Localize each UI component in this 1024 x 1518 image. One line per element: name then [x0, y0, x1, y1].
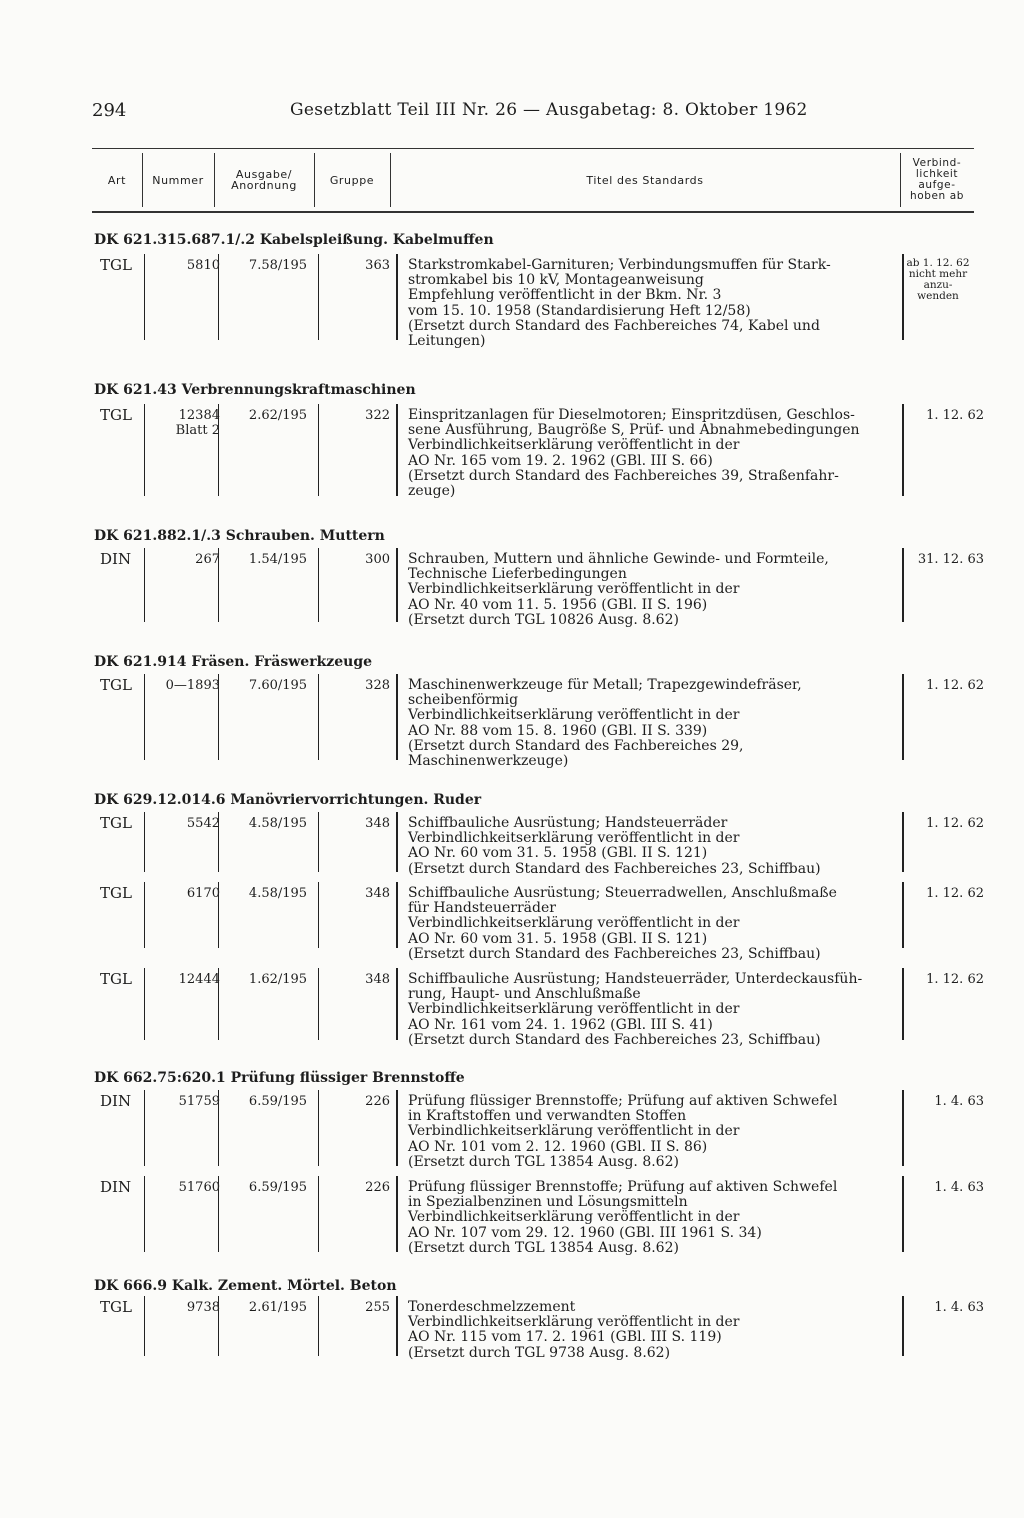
column-rule — [218, 968, 219, 1040]
gruppe-cell: 348 — [365, 972, 390, 987]
section-title: DK 621.882.1/.3 Schrauben. Muttern — [94, 528, 385, 544]
column-rule — [396, 812, 398, 872]
ausgabe-cell: 7.60/195 — [248, 678, 308, 693]
column-rule — [396, 404, 398, 496]
verbindlichkeit-cell: 1. 4. 63 — [934, 1300, 984, 1315]
column-rule — [396, 674, 398, 760]
column-rule — [318, 812, 319, 872]
titel-line: Technische Lieferbedingungen — [408, 566, 627, 583]
titel-line: Maschinenwerkzeuge für Metall; Trapezgewindefräser, — [408, 677, 802, 693]
titel-line: Verbindlichkeitserklärung veröffentlicht in der — [408, 1209, 740, 1226]
column-rule — [144, 674, 145, 760]
column-rule — [902, 1090, 904, 1166]
gruppe-cell: 363 — [365, 258, 390, 273]
column-rule — [396, 548, 398, 622]
titel-line: (Ersetzt durch Standard des Fachbereiches 29, — [408, 737, 744, 754]
nummer-cell: 51759 — [178, 1094, 220, 1109]
art-cell: TGL — [100, 1298, 132, 1316]
titel-line: Verbindlichkeitserklärung veröffentlicht in der — [408, 707, 740, 724]
titel-cell — [408, 552, 888, 628]
column-rule — [144, 1176, 145, 1252]
table-header — [92, 148, 974, 213]
gruppe-cell: 328 — [365, 678, 390, 693]
standard-section — [92, 792, 992, 1048]
column-rule — [218, 1296, 219, 1356]
ausgabe-cell: 7.58/195 — [248, 258, 308, 273]
gruppe-cell: 348 — [365, 886, 390, 901]
titel-line: AO Nr. 161 vom 24. 1. 1962 (GBl. III S. 41) — [408, 1016, 713, 1033]
column-rule — [902, 548, 904, 622]
gruppe-cell: 226 — [365, 1094, 390, 1109]
col-ausgabe: Ausgabe/ Anordnung — [231, 168, 297, 192]
ausgabe-cell: 4.58/195 — [248, 816, 308, 831]
titel-line: scheibenförmig — [408, 692, 519, 709]
verbindlichkeit-cell: 1. 4. 63 — [934, 1094, 984, 1109]
titel-line: Schiffbauliche Ausrüstung; Handsteuerräder — [408, 815, 728, 831]
nummer-cell: 267 — [195, 552, 220, 567]
titel-line: vom 15. 10. 1958 (Standardisierung Heft 12/58) — [408, 302, 751, 319]
ausgabe-cell: 1.62/195 — [248, 972, 308, 987]
ausgabe-cell: 2.61/195 — [248, 1300, 308, 1315]
verbindlichkeit-cell: ab 1. 12. 62 nicht mehr anzu- wenden — [906, 257, 970, 302]
gruppe-cell: 300 — [365, 552, 390, 567]
column-rule — [218, 882, 219, 948]
titel-line: Verbindlichkeitserklärung veröffentlicht in der — [408, 1001, 740, 1018]
column-rule — [144, 254, 145, 340]
titel-line: AO Nr. 60 vom 31. 5. 1958 (GBl. II S. 121) — [408, 930, 708, 947]
titel-line: AO Nr. 107 vom 29. 12. 1960 (GBl. III 1961 S. 34) — [408, 1224, 762, 1241]
titel-line: Empfehlung veröffentlicht in der Bkm. Nr. 3 — [408, 287, 722, 304]
column-rule — [318, 968, 319, 1040]
column-rule — [396, 1176, 398, 1252]
titel-cell — [408, 678, 888, 769]
art-cell: TGL — [100, 406, 132, 424]
column-rule — [218, 1176, 219, 1252]
titel-line: Verbindlichkeitserklärung veröffentlicht in der — [408, 915, 740, 932]
titel-cell — [408, 1094, 888, 1170]
titel-line: Tonerdeschmelzzement — [408, 1299, 576, 1315]
titel-cell — [408, 408, 888, 499]
column-rule — [318, 1090, 319, 1166]
col-nummer: Nummer — [152, 173, 204, 187]
column-rule — [902, 674, 904, 760]
titel-line: Starkstromkabel-Garnituren; Verbindungsmuffen für Stark- — [408, 257, 831, 273]
column-rule — [218, 404, 219, 496]
section-title: DK 666.9 Kalk. Zement. Mörtel. Beton — [94, 1278, 397, 1294]
column-rule — [218, 812, 219, 872]
column-rule — [902, 1296, 904, 1356]
art-cell: TGL — [100, 970, 132, 988]
art-cell: DIN — [100, 1178, 132, 1196]
column-rule — [902, 254, 904, 340]
titel-cell — [408, 258, 888, 349]
art-cell: DIN — [100, 1092, 132, 1110]
column-rule — [218, 548, 219, 622]
titel-line: AO Nr. 165 vom 19. 2. 1962 (GBl. III S. 66) — [408, 452, 713, 469]
column-rule — [144, 968, 145, 1040]
section-title: DK 621.315.687.1/.2 Kabelspleißung. Kabelmuffen — [94, 232, 494, 248]
verbindlichkeit-cell: 1. 12. 62 — [926, 972, 984, 987]
titel-line: Schiffbauliche Ausrüstung; Handsteuerräder, Unterdeckausfüh- — [408, 971, 863, 987]
column-rule — [318, 1296, 319, 1356]
art-cell: DIN — [100, 550, 132, 568]
column-rule — [318, 674, 319, 760]
column-rule — [144, 404, 145, 496]
titel-line: (Ersetzt durch TGL 13854 Ausg. 8.62) — [408, 1153, 679, 1170]
nummer-cell: 9738 — [186, 1300, 220, 1315]
titel-line: rung, Haupt- und Anschlußmaße — [408, 986, 641, 1003]
nummer-cell: 5810 — [186, 258, 220, 273]
page-title: Gesetzblatt Teil III Nr. 26 — Ausgabetag: 8. Oktober 1962 — [290, 100, 808, 120]
col-verbindlichkeit: Verbind- lichkeit aufge- hoben ab — [909, 157, 965, 202]
titel-line: (Ersetzt durch Standard des Fachbereiches 23, Schiffbau) — [408, 945, 821, 962]
nummer-cell: 12444 — [178, 972, 220, 987]
titel-line: AO Nr. 115 vom 17. 2. 1961 (GBl. III S. 119) — [408, 1329, 722, 1346]
page-number: 294 — [92, 100, 127, 121]
nummer-cell: 0—1893 — [165, 678, 220, 693]
verbindlichkeit-cell: 1. 12. 62 — [926, 408, 984, 423]
column-rule — [144, 1090, 145, 1166]
gruppe-cell: 255 — [365, 1300, 390, 1315]
titel-line: AO Nr. 88 vom 15. 8. 1960 (GBl. II S. 339) — [408, 722, 708, 739]
column-rule — [144, 1296, 145, 1356]
section-title: DK 629.12.014.6 Manövriervorrichtungen. Ruder — [94, 792, 482, 808]
titel-line: Leitungen) — [408, 333, 486, 350]
titel-line: Verbindlichkeitserklärung veröffentlicht in der — [408, 581, 740, 598]
titel-cell — [408, 1180, 888, 1256]
titel-line: Verbindlichkeitserklärung veröffentlicht in der — [408, 1314, 740, 1331]
column-rule — [902, 882, 904, 948]
verbindlichkeit-cell: 1. 4. 63 — [934, 1180, 984, 1195]
gruppe-cell: 322 — [365, 408, 390, 423]
column-rule — [318, 404, 319, 496]
titel-line: Schrauben, Muttern und ähnliche Gewinde- und Formteile, — [408, 551, 829, 567]
titel-line: zeuge) — [408, 483, 456, 500]
verbindlichkeit-cell: 1. 12. 62 — [926, 886, 984, 901]
titel-line: Verbindlichkeitserklärung veröffentlicht in der — [408, 830, 740, 847]
column-rule — [318, 1176, 319, 1252]
titel-cell — [408, 886, 888, 962]
ausgabe-cell: 6.59/195 — [248, 1180, 308, 1195]
column-rule — [902, 968, 904, 1040]
titel-line: Schiffbauliche Ausrüstung; Steuerradwellen, Anschlußmaße — [408, 885, 837, 901]
column-rule — [218, 254, 219, 340]
verbindlichkeit-cell: 1. 12. 62 — [926, 678, 984, 693]
column-rule — [218, 1090, 219, 1166]
titel-cell — [408, 972, 888, 1048]
column-rule — [318, 548, 319, 622]
ausgabe-cell: 1.54/195 — [248, 552, 308, 567]
titel-line: AO Nr. 60 vom 31. 5. 1958 (GBl. II S. 121) — [408, 845, 708, 862]
gruppe-cell: 226 — [365, 1180, 390, 1195]
titel-line: AO Nr. 101 vom 2. 12. 1960 (GBl. II S. 86) — [408, 1138, 708, 1155]
titel-cell — [408, 1300, 888, 1361]
gruppe-cell: 348 — [365, 816, 390, 831]
ausgabe-cell: 2.62/195 — [248, 408, 308, 423]
art-cell: TGL — [100, 256, 132, 274]
titel-cell — [408, 816, 888, 877]
titel-line: stromkabel bis 10 kV, Montageanweisung — [408, 272, 704, 289]
col-gruppe: Gruppe — [329, 173, 375, 187]
standard-section — [92, 1070, 992, 1310]
column-rule — [396, 254, 398, 340]
art-cell: TGL — [100, 676, 132, 694]
verbindlichkeit-cell: 31. 12. 63 — [917, 552, 984, 567]
titel-line: für Handsteuerräder — [408, 900, 556, 917]
titel-line: (Ersetzt durch TGL 9738 Ausg. 8.62) — [408, 1344, 671, 1361]
col-art: Art — [107, 173, 127, 187]
titel-line: (Ersetzt durch Standard des Fachbereiches 39, Straßenfahr- — [408, 467, 839, 484]
verbindlichkeit-cell: 1. 12. 62 — [926, 816, 984, 831]
nummer-cell: 51760 — [178, 1180, 220, 1195]
art-cell: TGL — [100, 814, 132, 832]
titel-line: in Kraftstoffen und verwandten Stoffen — [408, 1108, 687, 1125]
section-title: DK 621.914 Fräsen. Fräswerkzeuge — [94, 654, 373, 670]
column-rule — [144, 548, 145, 622]
titel-line: (Ersetzt durch Standard des Fachbereiches 23, Schiffbau) — [408, 1031, 821, 1048]
titel-line: Verbindlichkeitserklärung veröffentlicht in der — [408, 1123, 740, 1140]
standard-section — [92, 1278, 992, 1518]
column-rule — [396, 968, 398, 1040]
page-header — [92, 100, 954, 130]
titel-line: Einspritzanlagen für Dieselmotoren; Einspritzdüsen, Geschlos- — [408, 407, 855, 423]
ausgabe-cell: 4.58/195 — [248, 886, 308, 901]
column-rule — [902, 404, 904, 496]
nummer-cell: 5542 — [186, 816, 220, 831]
titel-line: (Ersetzt durch TGL 10826 Ausg. 8.62) — [408, 611, 679, 628]
column-rule — [318, 254, 319, 340]
titel-line: in Spezialbenzinen und Lösungsmitteln — [408, 1194, 688, 1211]
column-rule — [144, 882, 145, 948]
column-rule — [144, 812, 145, 872]
col-titel: Titel des Standards — [586, 173, 704, 187]
titel-line: AO Nr. 40 vom 11. 5. 1956 (GBl. II S. 196) — [408, 596, 708, 613]
nummer-cell: 6170 — [186, 886, 220, 901]
section-title: DK 662.75:620.1 Prüfung flüssiger Brennstoffe — [94, 1070, 465, 1086]
section-title: DK 621.43 Verbrennungskraftmaschinen — [94, 382, 416, 398]
titel-line: Maschinenwerkzeuge) — [408, 753, 569, 770]
titel-line: (Ersetzt durch Standard des Fachbereiches 74, Kabel und — [408, 317, 820, 334]
titel-line: (Ersetzt durch TGL 13854 Ausg. 8.62) — [408, 1239, 679, 1256]
column-rule — [218, 674, 219, 760]
titel-line: Prüfung flüssiger Brennstoffe; Prüfung auf aktiven Schwefel — [408, 1179, 838, 1195]
column-rule — [396, 1090, 398, 1166]
column-rule — [902, 812, 904, 872]
art-cell: TGL — [100, 884, 132, 902]
ausgabe-cell: 6.59/195 — [248, 1094, 308, 1109]
nummer-cell: 12384 Blatt 2 — [175, 408, 220, 438]
column-rule — [318, 882, 319, 948]
titel-line: sene Ausführung, Baugröße S, Prüf- und Abnahmebedingungen — [408, 422, 860, 439]
titel-line: Prüfung flüssiger Brennstoffe; Prüfung auf aktiven Schwefel — [408, 1093, 838, 1109]
titel-line: (Ersetzt durch Standard des Fachbereiches 23, Schiffbau) — [408, 860, 821, 877]
column-rule — [902, 1176, 904, 1252]
column-rule — [396, 882, 398, 948]
column-rule — [396, 1296, 398, 1356]
titel-line: Verbindlichkeitserklärung veröffentlicht in der — [408, 437, 740, 454]
